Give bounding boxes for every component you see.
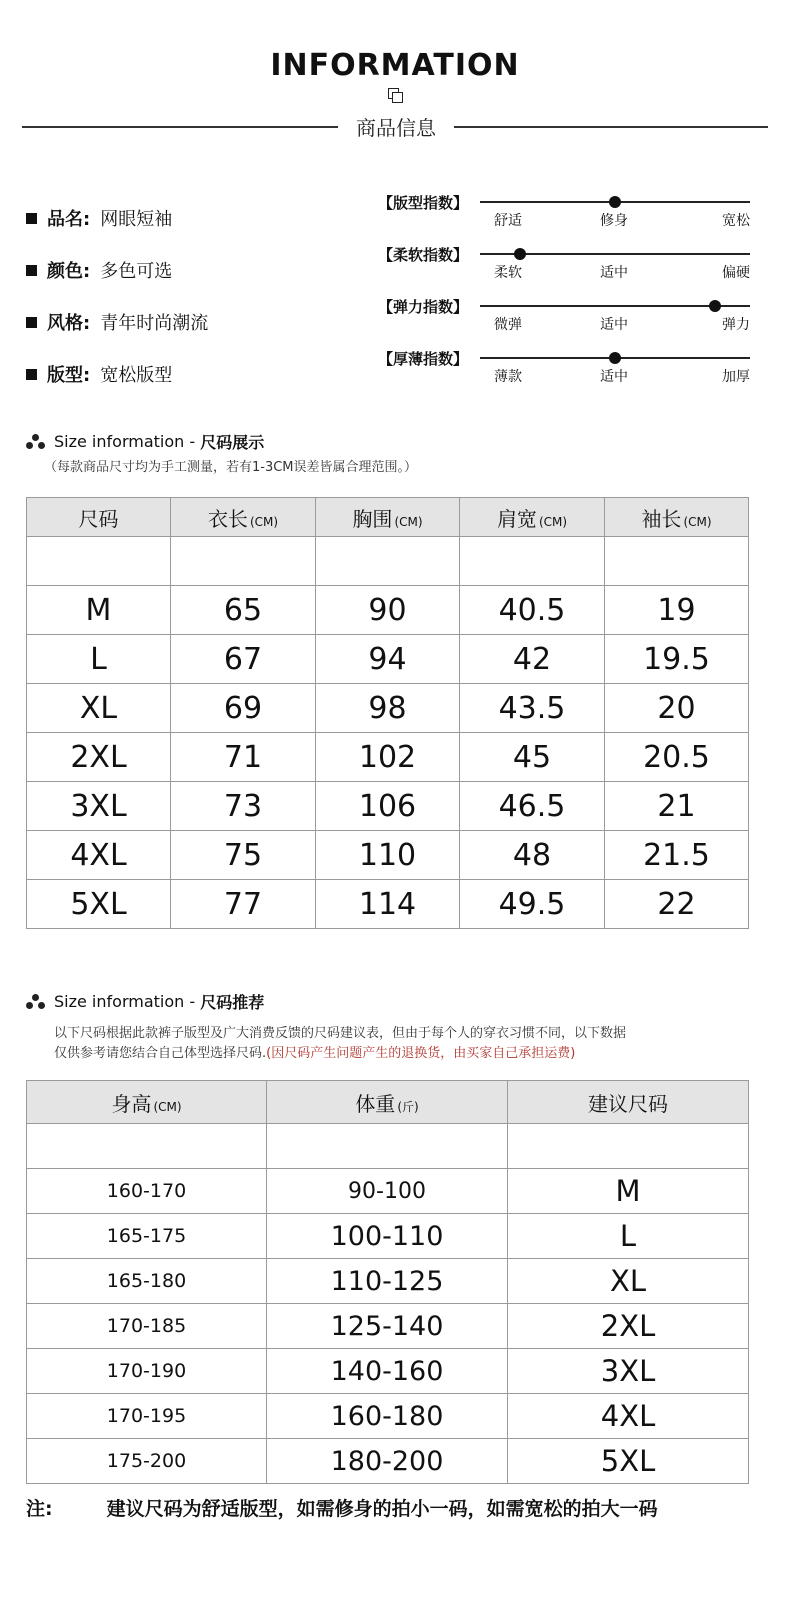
table-row: 5XL 77 114 49.5 22 (27, 880, 749, 929)
table-row: 2XL 71 102 45 20.5 (27, 733, 749, 782)
info-label: 颜色: (47, 261, 91, 282)
table-row: M 65 90 40.5 19 (27, 586, 749, 635)
table-blank-row (27, 1124, 749, 1169)
heading-cn: 尺码推荐 (200, 993, 265, 1012)
heading-en: Size information - (54, 992, 196, 1011)
square-bullet-icon (26, 213, 37, 224)
info-label: 风格: (47, 313, 91, 334)
table-header-row (27, 498, 749, 537)
scale-name: 【柔软指数】 (378, 246, 469, 264)
column-header: 身高 (CM) (27, 1081, 267, 1124)
scale-right-label: 加厚 (722, 369, 750, 385)
scale-left-label: 薄款 (494, 369, 522, 385)
column-header: 衣长 (CM) (171, 498, 316, 537)
table-row: 175-200 180-200 5XL (27, 1439, 749, 1484)
trefoil-icon (26, 994, 46, 1010)
scale-right-label: 弹力 (722, 317, 750, 333)
scale-softness (378, 240, 750, 292)
column-header: 胸围 (CM) (316, 498, 460, 537)
scale-name: 【厚薄指数】 (378, 350, 469, 368)
copy-icon (388, 88, 402, 102)
scale-marker (609, 196, 621, 208)
page-subtitle: 商品信息 (356, 116, 436, 140)
square-bullet-icon (26, 317, 37, 328)
scale-left-label: 舒适 (494, 213, 522, 229)
size-note: （每款商品尺寸均为手工测量，若有1-3CM误差皆属合理范围。） (44, 460, 418, 475)
heading-en: Size information - (54, 432, 196, 451)
scale-name: 【弹力指数】 (378, 298, 469, 316)
info-label: 品名: (47, 209, 91, 230)
table-row: 165-180 110-125 XL (27, 1259, 749, 1304)
info-value: 多色可选 (100, 261, 173, 282)
footer-note (26, 1494, 658, 1521)
table-row: 170-195 160-180 4XL (27, 1394, 749, 1439)
divider-left (22, 126, 338, 128)
info-label: 版型: (47, 365, 91, 386)
recommend-section-heading (26, 990, 264, 1013)
square-bullet-icon (26, 369, 37, 380)
size-section-heading (26, 430, 264, 453)
footer-text: 建议尺码为舒适版型，如需修身的拍小一码，如需宽松的拍大一码 (106, 1498, 658, 1520)
table-row: L 67 94 42 19.5 (27, 635, 749, 684)
recommend-table (26, 1080, 749, 1484)
column-header: 建议尺码 (508, 1081, 749, 1124)
footer-prefix: 注: (26, 1498, 53, 1520)
table-blank-row (27, 537, 749, 586)
scale-marker (514, 248, 526, 260)
trefoil-icon (26, 434, 46, 450)
scale-mid-label: 适中 (600, 265, 628, 281)
note-warning: (因尺码产生问题产生的退换货，由买家自己承担运费) (266, 1046, 576, 1061)
product-info-list (26, 192, 346, 400)
size-table (26, 497, 749, 929)
square-bullet-icon (26, 265, 37, 276)
table-row: 170-185 125-140 2XL (27, 1304, 749, 1349)
table-row: 165-175 100-110 L (27, 1214, 749, 1259)
scale-mid-label: 适中 (600, 317, 628, 333)
scale-left-label: 柔软 (494, 265, 522, 281)
scale-right-label: 宽松 (722, 213, 750, 229)
recommend-note (54, 1024, 626, 1064)
column-header: 体重 (斤) (267, 1081, 508, 1124)
scale-marker (709, 300, 721, 312)
scale-right-label: 偏硬 (722, 265, 750, 281)
scale-fit (378, 188, 750, 240)
scale-mid-label: 修身 (600, 213, 628, 229)
table-row: 160-170 90-100 M (27, 1169, 749, 1214)
info-value: 网眼短袖 (100, 209, 173, 230)
table-row: XL 69 98 43.5 20 (27, 684, 749, 733)
scale-left-label: 微弹 (494, 317, 522, 333)
scale-name: 【版型指数】 (378, 194, 469, 212)
info-value: 宽松版型 (100, 365, 173, 386)
info-item-style (26, 296, 346, 348)
column-header: 肩宽 (CM) (460, 498, 605, 537)
table-header-row (27, 1081, 749, 1124)
scale-elasticity (378, 292, 750, 344)
scale-marker (609, 352, 621, 364)
scale-mid-label: 适中 (600, 369, 628, 385)
info-value: 青年时尚潮流 (100, 313, 209, 334)
column-header: 尺码 (27, 498, 171, 537)
note-line-1: 以下尺码根据此款裤子版型及广大消费反馈的尺码建议表，但由于每个人的穿衣习惯不同，以下数据 (54, 1026, 627, 1041)
table-row: 4XL 75 110 48 21.5 (27, 831, 749, 880)
column-header: 袖长 (CM) (605, 498, 749, 537)
table-row: 170-190 140-160 3XL (27, 1349, 749, 1394)
heading-cn: 尺码展示 (200, 433, 265, 452)
page-title: INFORMATION (270, 48, 520, 83)
info-item-color (26, 244, 346, 296)
note-line-2: 仅供参考请您结合自己体型选择尺码.(因尺码产生问题产生的退换货，由买家自己承担运费) (54, 1046, 576, 1061)
scale-thickness (378, 344, 750, 396)
index-scales (378, 188, 750, 396)
info-item-fit (26, 348, 346, 400)
subtitle-row (22, 112, 768, 142)
table-row: 3XL 73 106 46.5 21 (27, 782, 749, 831)
info-item-name (26, 192, 346, 244)
divider-right (454, 126, 768, 128)
